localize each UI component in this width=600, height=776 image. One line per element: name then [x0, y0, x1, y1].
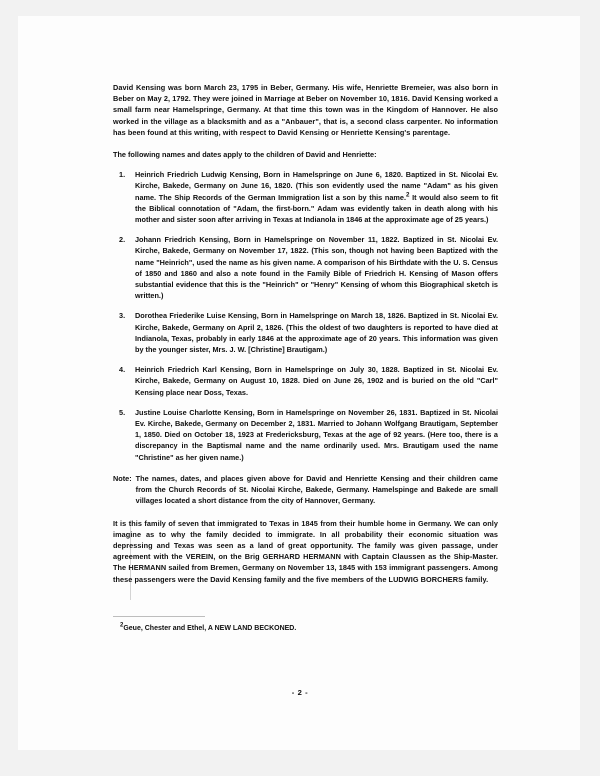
page-number: - 2 - — [291, 688, 309, 697]
scan-edge-left — [0, 0, 18, 776]
list-item — [113, 364, 498, 398]
child-text-part-1: Johann Friedrich Kensing, Born in Hamelspringe on November 11, 1822. Baptized in St. Nicolai Ev. Kirche, Bakede, Germany on November 17, 1822. (This son, though not having been Baptized with the name "Heinrich", used the name as his given name. A comparison of his Birthdate with the U. S. Census of 1850 and 1860 and also a note found in the Family Bible of Friedrich H. Kensing of Mason offers substantial evidence that this is the "Heinrich" or "Henry" Kensing of whom this Biographical sketch is written.) — [135, 235, 498, 301]
scan-edge-top — [0, 0, 600, 16]
footnote-reference-marker[interactable]: 2 — [406, 191, 410, 199]
note-label: Note: — [113, 473, 132, 483]
children-list-lead-in: The following names and dates apply to the children of David and Henriette: — [113, 150, 377, 160]
list-item — [113, 310, 498, 355]
child-text-part-2: It would also seem to fit the Biblical connotation of "Adam, the first-born." Adam was evidently taken in death along with his mother and sister soon after arriving in Texas at Indianola in 1846 at the approximate age of 25 years.) — [135, 192, 498, 225]
note-block — [113, 473, 498, 507]
child-text-part-1: Dorothea Friederike Luise Kensing, Born in Hamelspringe on March 18, 1826. Baptized in St. Nicolai Ev. Kirche, Bakede, Germany on April 2, 1826. (This the oldest of two daughters is reported to have died at Indianola, Texas, probably in early 1846 at the approximate age of 20 years. This information was given by the younger sister, Mrs. J. W. [Christine] Brautigam.) — [135, 311, 498, 355]
scan-edge-right — [580, 0, 600, 776]
list-item — [113, 407, 498, 463]
footnote-text: Geue, Chester and Ethel, A NEW LAND BECKONED. — [123, 625, 297, 632]
note-text: The names, dates, and places given above for David and Henriette Kensing and their children came from the Church Records of St. Nicolai Kirche, Bakede, Germany. Hamelspinge and Bakede are small villages located a short distance from the city of Hannover, Germany. — [135, 473, 498, 506]
footnote-number: 2 — [120, 622, 124, 629]
paragraph-introduction: David Kensing was born March 23, 1795 in Beber, Germany. His wife, Henriette Bremeier, was also born in Beber on May 2, 1792. They were joined in Marriage at Beber on November 10, 1816. David Kensing worked a small farm near Hamelspringe, Germany. At that time this town was in the Kingdom of Hannover. He also worked in the village as a blacksmith and as a "Anbauer", that is, a second class carpenter. No information has been found at this writing, with respect to David Kensing or Henriette Kensing's parentage. — [113, 83, 498, 137]
page-content — [113, 82, 498, 596]
scan-edge-bottom — [0, 750, 600, 776]
footnote-separator-rule — [113, 616, 205, 617]
footnote — [120, 624, 500, 634]
child-text-part-1: Justine Louise Charlotte Kensing, Born in Hamelspringe on November 26, 1831. Baptized in St. Nicolai Ev. Kirche, Bakede, Germany on December 2, 1831. Married to Johann Wolfgang Brautigam, September 1, 1850. Died on October 18, 1923 at Fredericksburg, Texas at the age of 92 years. (Here too, there is a discrepancy in the Baptismal name and the name ordinarily used. Mrs. Brautigam used the name "Christine" as her given name.) — [135, 407, 498, 462]
list-item — [113, 234, 498, 301]
paragraph-immigration: It is this family of seven that immigrated to Texas in 1845 from their humble home in Germany. We can only imagine as to why the family decided to immigrate. In all probability their economic situation was depressing and Texas was seen as a land of great opportunity. The family was given passage, under agreement with the VEREIN, on the Brig GERHARD HERMANN with Captain Claussen as the Ship-Master. The HERMANN sailed from Bremen, Germany on November 13, 1845 with 153 immigrant passengers. Among these passengers were the David Kensing family and the five members of the LUDWIG BORCHERS family. — [113, 518, 498, 584]
list-item — [113, 169, 498, 225]
child-text-part-1: Heinrich Friedrich Karl Kensing, Born in Hamelspringe on July 30, 1828. Baptized in St. Nicolai Ev. Kirche, Bakede, Germany on August 10, 1828. Died on June 26, 1902 and is buried on the old "Carl" Kensing place near Doss, Texas. — [135, 365, 498, 397]
child-text-part-1: Heinrich Friedrich Ludwig Kensing, Born in Hamelspringe on June 6, 1820. Baptized in St. Nicolai Ev. Kirche, Bakede, Germany on June 16, 1820. (This son evidently used the name "Adam" as his given name. The Ship Records of the German Immigration list a son by this name. — [135, 170, 498, 202]
children-list — [113, 169, 498, 463]
